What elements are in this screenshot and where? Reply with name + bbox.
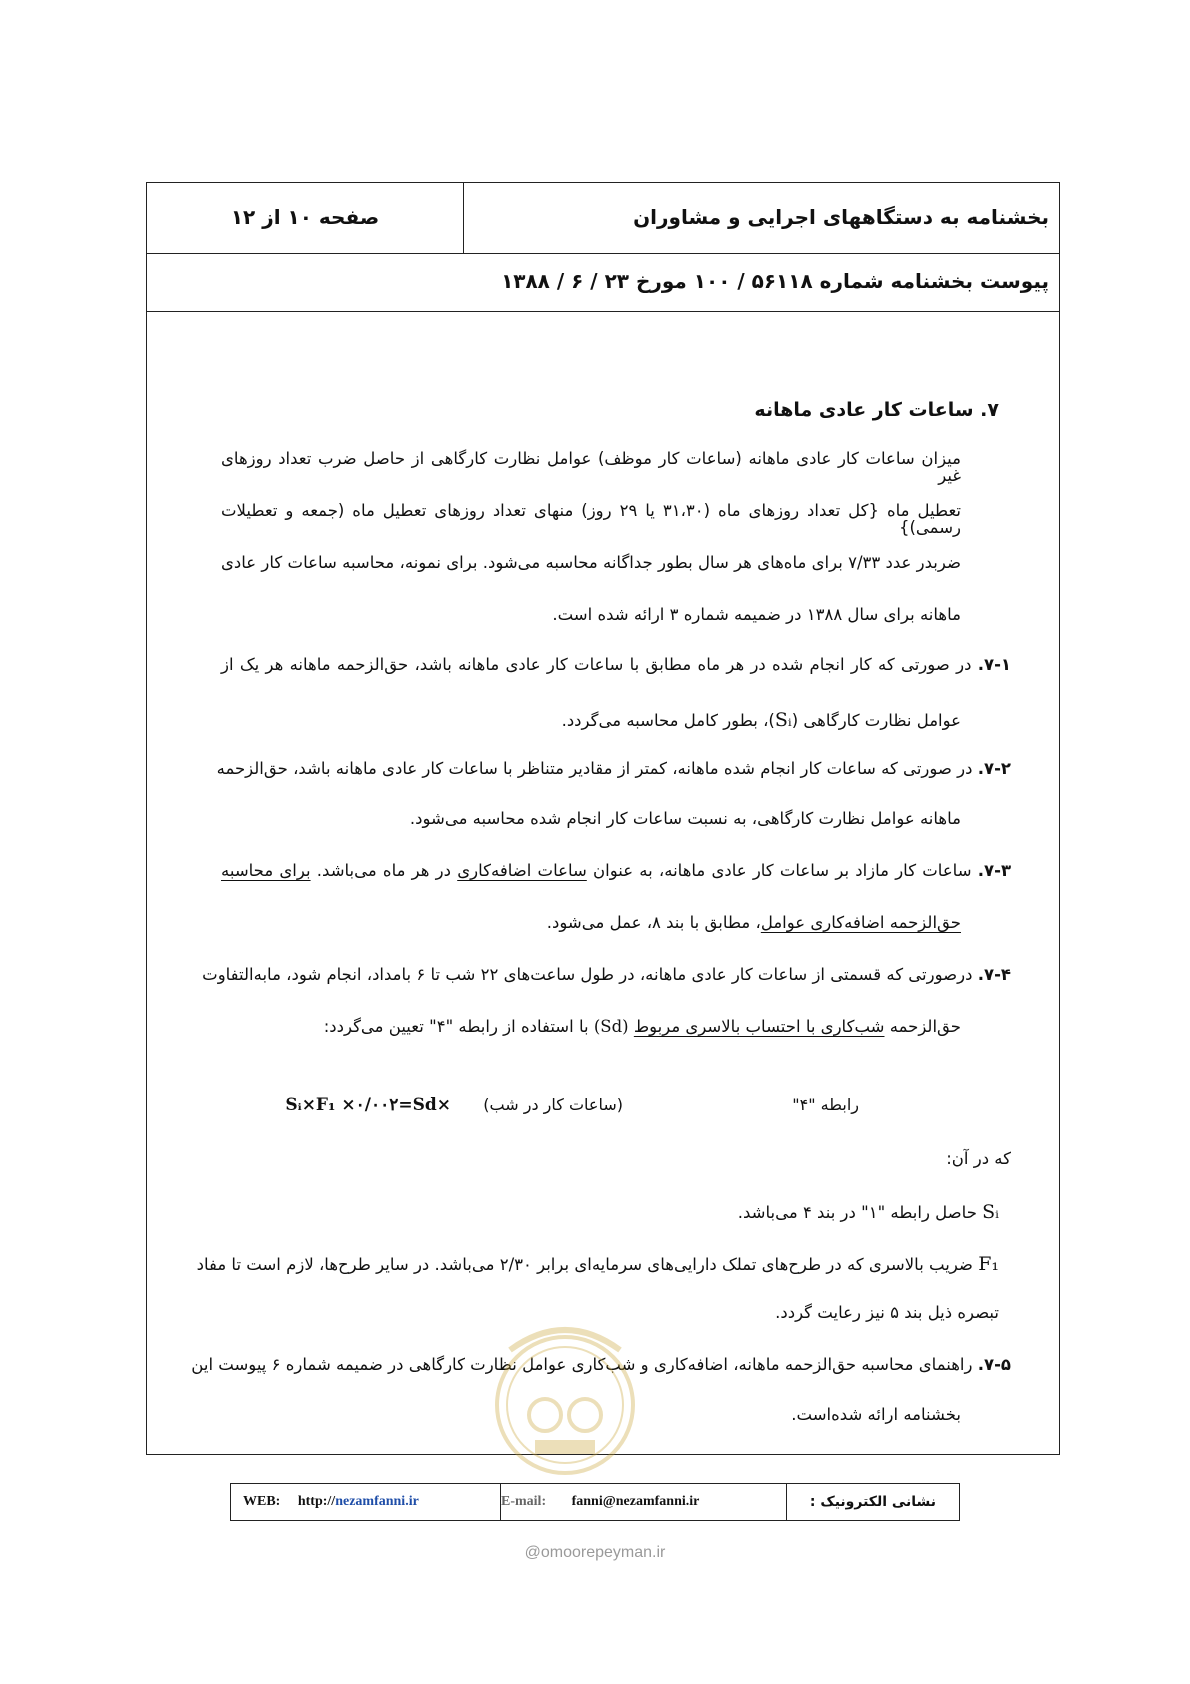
- intro-line: تعطیل ماه {کل تعداد روزهای ماه (۳۱،۳۰ یا ۲۹ روز) منهای تعداد روزهای تعطیل ماه (جمعه و تعطیلات رسمی)}: [221, 501, 962, 537]
- definition-f1: [196, 1253, 999, 1275]
- paragraph-text: درصورتی که قسمتی از ساعات کار عادی ماهانه، در طول ساعت‌های ۲۲ شب تا ۶ بامداد، انجام شود، مابه‌التفاوت: [202, 965, 973, 984]
- paragraph-text: ساعات کار مازاد بر ساعات کار عادی ماهانه، به عنوان: [586, 861, 972, 880]
- paragraph-text: حق‌الزحمه: [884, 1017, 961, 1036]
- paragraph-number: ۷-۲.: [977, 759, 1011, 778]
- document-frame: [146, 182, 1060, 1455]
- paragraph-text: )، بطور کامل محاسبه می‌گردد.: [561, 711, 775, 730]
- symbol-si: Sᵢ: [982, 1201, 999, 1223]
- definition-text: ضریب بالاسری که در طرح‌های تملک دارایی‌های سرمایه‌ای برابر ۲/۳۰ می‌باشد. در سایر طرح‌ها، لازم است تا مفاد: [196, 1255, 979, 1274]
- paragraph-text: راهنمای محاسبه حق‌الزحمه ماهانه، اضافه‌کاری و شب‌کاری عوامل نظارت کارگاهی در ضمیمه شماره ۶ پیوست این: [191, 1355, 973, 1374]
- paragraph-text: ، مطابق با بند ۸، عمل می‌شود.: [546, 913, 761, 932]
- paragraph-7-4: [202, 965, 1011, 984]
- intro-line: ضربدر عدد ۷/۳۳ برای ماه‌های هر سال بطور جداگانه محاسبه می‌شود. برای نمونه، محاسبه ساعات کار عادی: [221, 553, 961, 572]
- paragraph-number: ۷-۱.: [977, 655, 1011, 674]
- paragraph-text: در صورتی که کار انجام شده در هر ماه مطابق با ساعات کار عادی ماهانه باشد، حق‌الزحمه ماهانه هر یک از: [221, 655, 972, 674]
- paragraph-text: عوامل نظارت کارگاهی (: [791, 711, 961, 730]
- definition-text: حاصل رابطه "۱" در بند ۴ می‌باشد.: [737, 1203, 983, 1222]
- paragraph-number: ۷-۳.: [977, 861, 1012, 880]
- page-number: صفحه ۱۰ از ۱۲: [230, 205, 380, 229]
- intro-line: ماهانه برای سال ۱۳۸۸ در ضمیمه شماره ۳ ارائه شده است.: [552, 605, 961, 624]
- web-link[interactable]: [298, 1494, 419, 1509]
- email-label: E-mail:: [501, 1494, 547, 1509]
- paragraph-number: ۷-۵.: [977, 1355, 1011, 1374]
- underlined-text: شب‌کاری با احتساب بالاسری مربوط: [633, 1017, 885, 1036]
- symbol-sd: (Sd): [588, 1017, 634, 1036]
- definition-si: [738, 1203, 999, 1222]
- paragraph-text: در صورتی که ساعات کار انجام شده ماهانه، کمتر از مقادیر متناظر با ساعات کار عادی ماهانه باشد، حق‌الزحمه: [216, 759, 973, 778]
- symbol-si: Sᵢ: [774, 709, 792, 731]
- paragraph-7-1-line2: [562, 711, 961, 730]
- footer-web: [231, 1484, 501, 1520]
- underlined-text: حق‌الزحمه اضافه‌کاری عوامل: [760, 913, 961, 932]
- paragraph-7-2: [216, 759, 1011, 778]
- formula-expression: ×Sᵢ×F₁ ×۰/۰۰۲=Sd: [285, 1095, 451, 1115]
- footer-box: [230, 1483, 960, 1521]
- section-heading: ۷. ساعات کار عادی ماهانه: [754, 399, 999, 421]
- paragraph-7-4-line2: [324, 1019, 961, 1036]
- web-prefix: http://: [297, 1494, 336, 1509]
- paragraph-text: با استفاده از رابطه "۴" تعیین می‌گردد:: [323, 1017, 589, 1036]
- intro-line: میزان ساعات کار عادی ماهانه (ساعات کار موظف) عوامل نظارت کارگاهی از حاصل ضرب تعداد روزهای غیر: [221, 449, 961, 485]
- paragraph-7-2-line2: ماهانه عوامل نظارت کارگاهی، به نسبت ساعات کار انجام شده محاسبه می‌شود.: [409, 809, 961, 828]
- definition-f1-line2: تبصره ذیل بند ۵ نیز رعایت گردد.: [775, 1303, 999, 1322]
- watermark-seal: [490, 1310, 640, 1480]
- formula-label: رابطه "۴": [792, 1095, 859, 1114]
- source-credit: @omoorepeyman.ir: [524, 1544, 666, 1561]
- web-domain: nezamfanni.ir: [335, 1494, 419, 1509]
- paragraph-7-3-line2: [547, 915, 961, 932]
- paragraph-7-5-line2: بخشنامه ارائه شده‌است.: [791, 1405, 961, 1424]
- footer-email: [501, 1484, 789, 1520]
- paragraph-text: در هر ماه می‌باشد.: [310, 861, 458, 880]
- underlined-text: ساعات اضافه‌کاری: [457, 861, 587, 880]
- footer-label: نشانی الکترونیک :: [786, 1484, 959, 1520]
- formula-night-hours: (ساعات کار در شب): [483, 1095, 623, 1114]
- web-label: WEB:: [243, 1494, 281, 1509]
- symbol-f1: F₁: [978, 1253, 999, 1275]
- paragraph-7-1: [221, 657, 1011, 674]
- where-label: که در آن:: [946, 1149, 1011, 1168]
- paragraph-number: ۷-۴.: [977, 965, 1011, 984]
- annex-reference: پیوست بخشنامه شماره ۵۶۱۱۸ / ۱۰۰ مورخ ۲۳ / ۶ / ۱۳۸۸: [501, 269, 1049, 293]
- circular-title: بخشنامه به دستگاههای اجرایی و مشاوران: [633, 205, 1049, 229]
- email-link[interactable]: fanni@nezamfanni.ir: [571, 1494, 700, 1509]
- underlined-text: برای محاسبه: [221, 861, 311, 880]
- section-content: [147, 183, 1059, 1454]
- paragraph-7-3: [221, 863, 1011, 880]
